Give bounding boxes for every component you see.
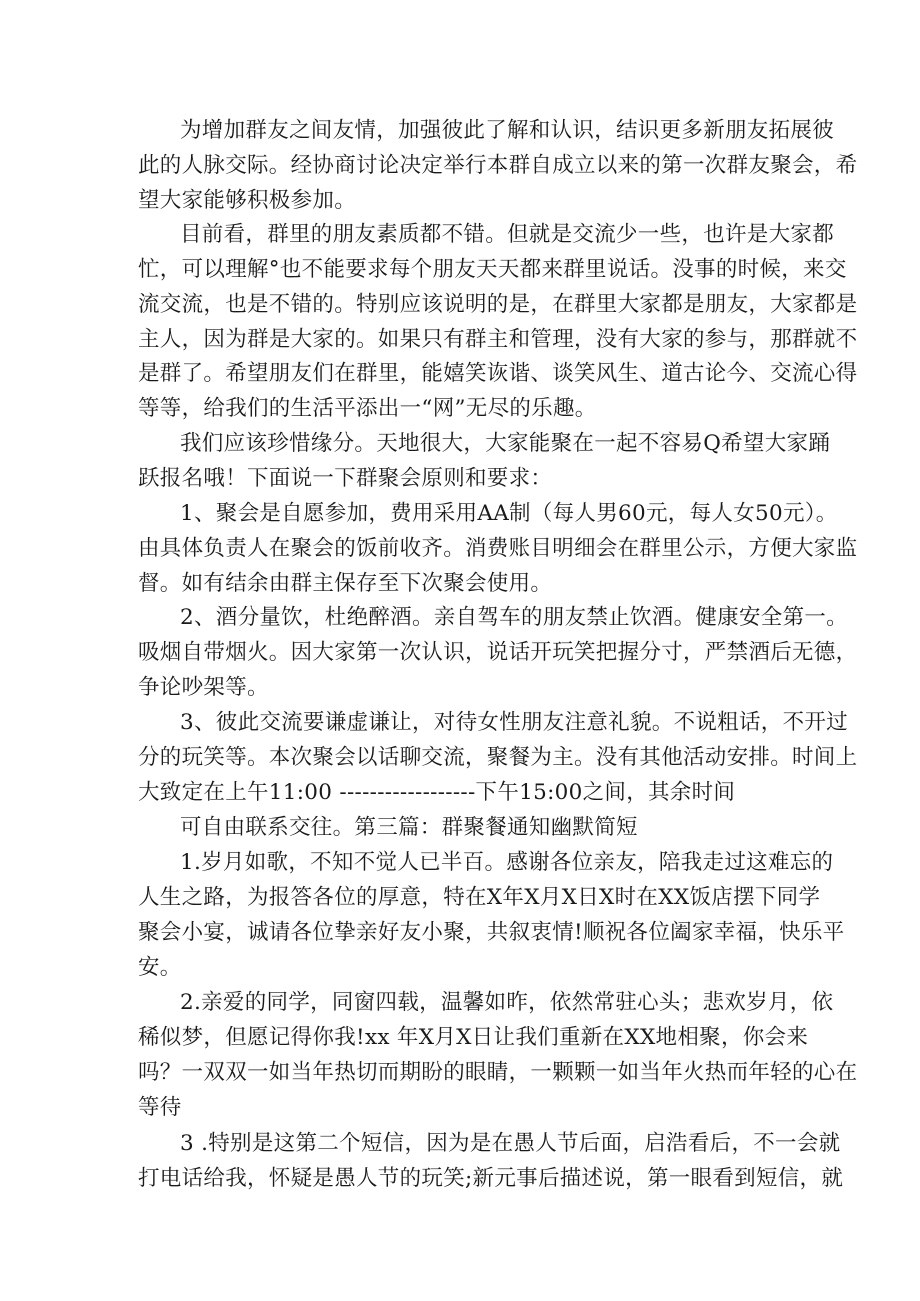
paragraph-line: 忙，可以理解°也不能要求每个朋友天天都来群里说话。没事的时候，来交 [138,257,847,282]
paragraph-line: 2、酒分量饮，杜绝醉酒。亲自驾车的朋友禁止饮酒。健康安全第一。 [180,605,848,630]
paragraph-line: 此的人脉交际。经协商讨论决定举行本群自成立以来的第一次群友聚会，希 [138,153,858,178]
paragraph-line: 分的玩笑等。本次聚会以话聊交流，聚餐为主。没有其他活动安排。时间上 [138,745,858,770]
paragraph-line: 3、彼此交流要谦虚谦让，对待女性朋友注意礼貌。不说粗话，不开过 [180,710,848,735]
paragraph-line: 督。如有结余由群主保存至下次聚会使用。 [138,571,553,596]
paragraph-line: 流交流，也是不错的。特别应该说明的是，在群里大家都是朋友，大家都是 [138,292,858,317]
paragraph-line: 由具体负责人在聚会的饭前收齐。消费账目明细会在群里公示，方便大家监 [138,536,858,561]
paragraph-line: 人生之路，为报答各位的厚意，特在X年X月X日X时在XX饭店摆下同学 [138,885,821,910]
paragraph-line: 稀似梦，但愿记得你我!xx 年X月X日让我们重新在XX地相聚，你会来 [138,1025,809,1050]
paragraph-line: 打电话给我，怀疑是愚人节的玩笑;新元事后描述说，第一眼看到短信，就 [138,1166,844,1191]
paragraph-line: 吗？一双双一如当年热切而期盼的眼睛，一颗颗一如当年火热而年轻的心在 [138,1060,858,1085]
paragraph-line: 望大家能够积极参加。 [138,188,357,213]
paragraph-line: 3 .特别是这第二个短信，因为是在愚人节后面，启浩看后，不一会就 [180,1131,841,1156]
paragraph-line: 我们应该珍惜缘分。天地很大，大家能聚在一起不容易Q希望大家踊 [180,431,831,456]
paragraph-line: 为增加群友之间友情，加强彼此了解和认识，结识更多新朋友拓展彼 [180,118,835,143]
paragraph-line: 等等，给我们的生活平添出一“网”无尽的乐趣。 [138,396,597,421]
paragraph-line: 1.岁月如歌，不知不觉人已半百。感谢各位亲友，陪我走过这难忘的 [180,850,834,875]
paragraph-line: 可自由联系交往。第三篇：群聚餐通知幽默简短 [180,815,638,840]
paragraph-line: 等待 [138,1095,182,1120]
paragraph-line: 2.亲爱的同学，同窗四载，温馨如昨，依然常驻心头；悲欢岁月，依 [180,990,834,1015]
paragraph-line: 吸烟自带烟火。因大家第一次认识，说话开玩笑把握分寸，严禁酒后无德， [138,640,858,665]
paragraph-line: 安。 [138,955,182,980]
paragraph-line: 跃报名哦！下面说一下群聚会原则和要求： [138,466,553,491]
paragraph-line: 聚会小宴，诚请各位挚亲好友小聚，共叙衷情!顺祝各位阖家幸福，快乐平 [138,920,845,945]
paragraph-line: 大致定在上午11:00 ------------------下午15:00之间，其余时间 [138,780,736,805]
paragraph-line: 1、聚会是自愿参加，费用采用AA制（每人男60元，每人女50元）。 [180,501,838,526]
paragraph-line: 争论吵架等。 [138,675,269,700]
paragraph-line: 主人，因为群是大家的。如果只有群主和管理，没有大家的参与，那群就不 [138,327,858,352]
paragraph-line: 目前看，群里的朋友素质都不错。但就是交流少一些，也许是大家都 [180,222,835,247]
paragraph-line: 是群了。希望朋友们在群里，能嬉笑诙谐、谈笑风生、道古论今、交流心得 [138,361,858,386]
